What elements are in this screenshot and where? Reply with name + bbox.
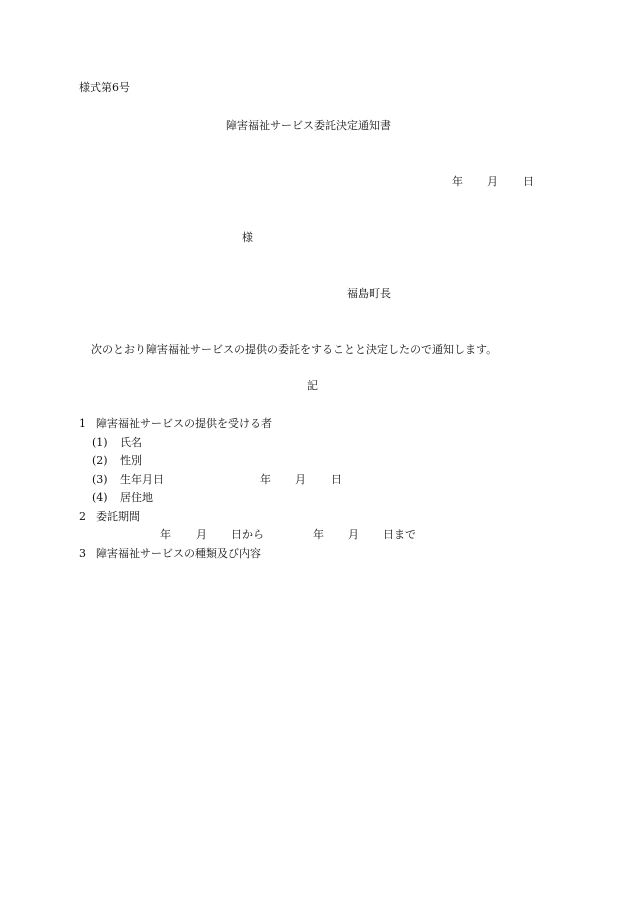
item-1-label: 氏名 xyxy=(120,436,142,449)
section-1-title: 障害福祉サービスの提供を受ける者 xyxy=(96,417,272,430)
period-to-month: 月 xyxy=(348,528,359,541)
item-1-number: (1) xyxy=(92,436,108,449)
item-2-number: (2) xyxy=(92,454,108,467)
date-month: 月 xyxy=(487,175,498,188)
period-to-year: 年 xyxy=(313,528,324,541)
period-to-day: 日まで xyxy=(383,528,416,541)
document-title: 障害福祉サービス委託決定通知書 xyxy=(226,119,391,132)
ki-heading: 記 xyxy=(307,379,318,392)
date-day: 日 xyxy=(523,175,534,188)
section-1-number: 1 xyxy=(79,417,86,430)
period-from-month: 月 xyxy=(196,528,207,541)
birth-year: 年 xyxy=(260,473,271,486)
section-2-title: 委託期間 xyxy=(96,510,140,523)
addressee-suffix: 様 xyxy=(242,231,253,244)
period-from-year: 年 xyxy=(160,528,171,541)
birth-month: 月 xyxy=(295,473,306,486)
period-from-day: 日から xyxy=(231,528,264,541)
sender-name: 福島町長 xyxy=(347,287,391,300)
item-2-label: 性別 xyxy=(120,454,142,467)
item-4-label: 居住地 xyxy=(120,491,153,504)
form-number: 様式第6号 xyxy=(79,81,130,94)
item-3-label: 生年月日 xyxy=(120,473,164,486)
section-2-number: 2 xyxy=(79,510,86,523)
date-year: 年 xyxy=(452,175,463,188)
body-text: 次のとおり障害福祉サービスの提供の委託をすることと決定したので通知します。 xyxy=(91,343,498,356)
section-3-title: 障害福祉サービスの種類及び内容 xyxy=(96,547,261,560)
birth-day: 日 xyxy=(331,473,342,486)
item-4-number: (4) xyxy=(92,491,108,504)
item-3-number: (3) xyxy=(92,473,108,486)
section-3-number: 3 xyxy=(79,547,86,560)
